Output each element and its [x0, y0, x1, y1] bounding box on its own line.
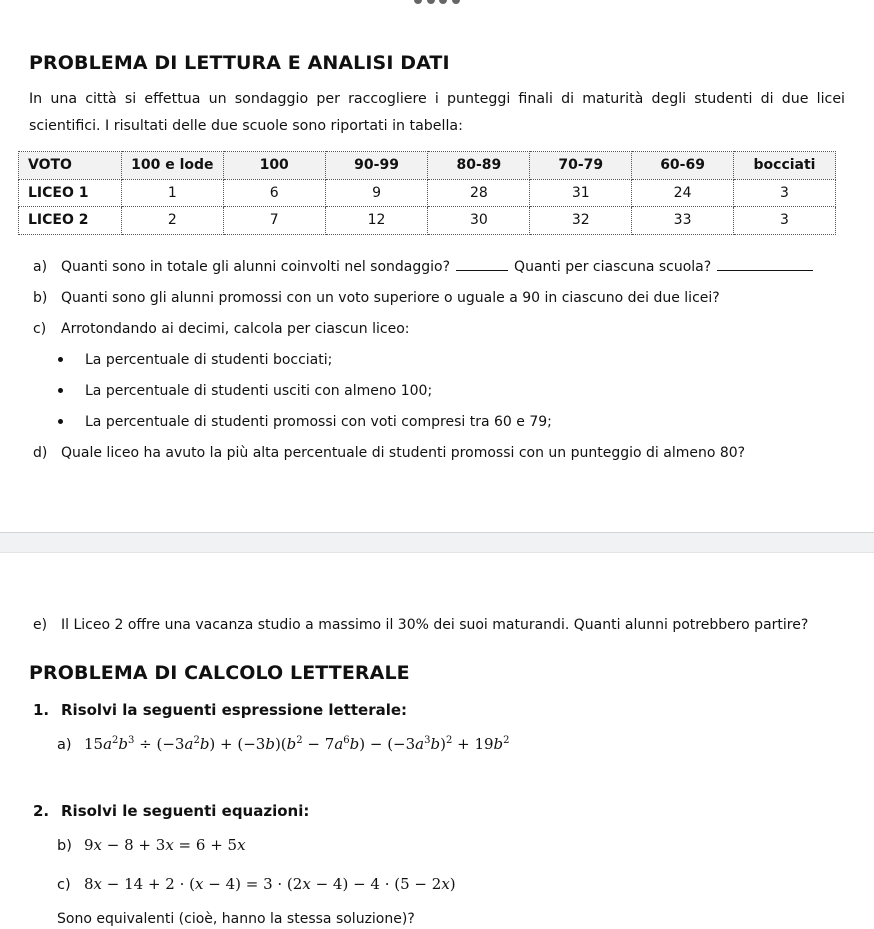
bullet-icon	[58, 388, 63, 393]
math-expression: 8x − 14 + 2 · (x − 4) = 3 · (2x − 4) − 4 · (5 − 2x)	[84, 875, 456, 893]
part-heading-text: Risolvi le seguenti equazioni:	[61, 802, 310, 820]
bullet-text: La percentuale di studenti usciti con almeno 100;	[85, 383, 433, 399]
dot-icon	[439, 0, 447, 4]
part-2-heading	[33, 802, 309, 820]
table-header-cell: bocciati	[734, 152, 836, 180]
dot-icon	[452, 0, 460, 4]
table-row-label: LICEO 2	[19, 207, 122, 235]
table-header-cell: 70-79	[530, 152, 632, 180]
table-cell: 2	[121, 207, 223, 235]
table-cell: 31	[530, 179, 632, 207]
table-cell: 6	[223, 179, 325, 207]
section-title-literal-calculus: PROBLEMA DI CALCOLO LETTERALE	[29, 662, 410, 684]
results-table	[18, 151, 836, 235]
intro-line-1: In una città si effettua un sondaggio per raccogliere i punteggi finali di maturità degli studenti di due licei	[29, 91, 845, 107]
page-break-gap	[0, 532, 874, 553]
table-cell: 1	[121, 179, 223, 207]
table-cell: 33	[632, 207, 734, 235]
question-text: Quanti sono gli alunni promossi con un voto superiore o uguale a 90 in ciascuno dei due licei?	[61, 290, 720, 306]
answer-blank	[456, 259, 508, 271]
dot-icon	[414, 0, 422, 4]
table-cell: 3	[734, 179, 836, 207]
question-text: Arrotondando ai decimi, calcola per ciascun liceo:	[61, 321, 410, 337]
expression-a	[57, 735, 510, 753]
math-expression: $15a^2b^3 \div (-3a^2b) + (-3b)(b^2 - 7a^6b) - (-3a^3b)^2 + 19b^2$	[84, 735, 510, 753]
question-label: d)	[33, 445, 48, 461]
section-title-data-analysis: PROBLEMA DI LETTURA E ANALISI DATI	[29, 52, 450, 74]
question-label: e)	[33, 617, 48, 633]
part-1-heading	[33, 701, 407, 719]
table-cell: 30	[428, 207, 530, 235]
item-label: b)	[57, 838, 72, 854]
bullet-icon	[58, 419, 63, 424]
table-cell: 32	[530, 207, 632, 235]
intro-line-2: scientifici. I risultati delle due scuole sono riportati in tabella:	[29, 118, 463, 134]
part-number: 2.	[33, 802, 50, 820]
bullet-item	[58, 352, 332, 368]
table-row-label: LICEO 1	[19, 179, 122, 207]
question-e	[33, 617, 808, 633]
part-number: 1.	[33, 701, 50, 719]
bullet-text: La percentuale di studenti promossi con voti compresi tra 60 e 79;	[85, 414, 552, 430]
table-header-cell: 90-99	[325, 152, 428, 180]
question-text: Il Liceo 2 offre una vacanza studio a massimo il 30% dei suoi maturandi. Quanti alunni potrebbero partire?	[61, 617, 809, 633]
question-label: b)	[33, 290, 48, 306]
dot-icon	[427, 0, 435, 4]
equation-b	[57, 836, 246, 854]
table-cell: 9	[325, 179, 428, 207]
table-cell: 12	[325, 207, 428, 235]
question-c	[33, 321, 409, 337]
question-label: c)	[33, 321, 47, 337]
table-row	[19, 179, 836, 207]
equation-c	[57, 875, 456, 893]
table-header-cell: 60-69	[632, 152, 734, 180]
item-label: c)	[57, 877, 71, 893]
table-header-cell: 100 e lode	[121, 152, 223, 180]
question-a	[33, 259, 819, 275]
answer-blank	[717, 259, 813, 271]
question-text: Quanti per ciascuna scuola?	[514, 259, 712, 275]
table-header-cell: VOTO	[19, 152, 122, 180]
intro-paragraph	[29, 86, 845, 140]
question-b	[33, 290, 720, 306]
table-row	[19, 207, 836, 235]
table-header-row	[19, 152, 836, 180]
part-heading-text: Risolvi la seguenti espressione letterale:	[61, 701, 408, 719]
math-expression: 9x − 8 + 3x = 6 + 5x	[84, 836, 246, 854]
closing-question: Sono equivalenti (cioè, hanno la stessa soluzione)?	[57, 911, 415, 927]
bullet-item	[58, 414, 552, 430]
item-label: a)	[57, 737, 72, 753]
table-cell: 24	[632, 179, 734, 207]
question-label: a)	[33, 259, 48, 275]
bullet-item	[58, 383, 432, 399]
table-cell: 7	[223, 207, 325, 235]
table-cell: 28	[428, 179, 530, 207]
table-header-cell: 100	[223, 152, 325, 180]
table-cell: 3	[734, 207, 836, 235]
question-d	[33, 445, 745, 461]
table-header-cell: 80-89	[428, 152, 530, 180]
question-text: Quale liceo ha avuto la più alta percentuale di studenti promossi con un punteggio di almeno 80?	[61, 445, 746, 461]
page-separator-dots	[414, 0, 460, 4]
question-text: Quanti sono in totale gli alunni coinvolti nel sondaggio?	[61, 259, 451, 275]
bullet-text: La percentuale di studenti bocciati;	[85, 352, 333, 368]
bullet-icon	[58, 357, 63, 362]
